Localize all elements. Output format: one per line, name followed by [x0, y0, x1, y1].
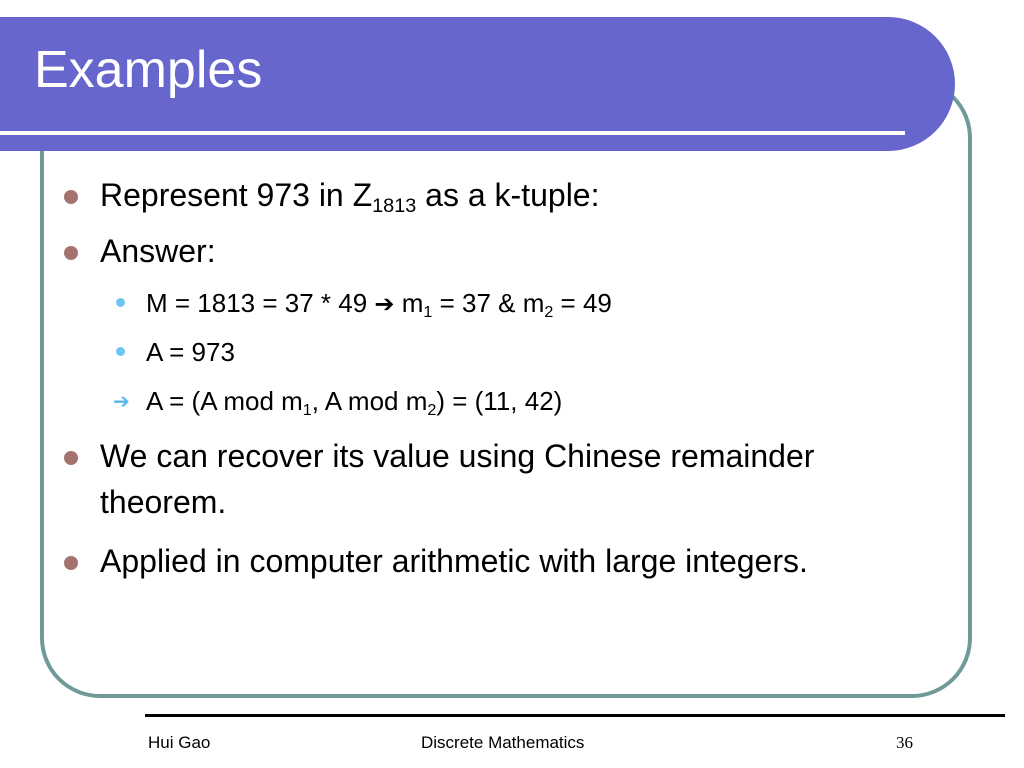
arrow-bullet-icon: ➔: [113, 389, 130, 413]
subbullet-a-value: A = 973: [146, 334, 235, 370]
bullet-dot: [64, 451, 78, 465]
footer-course: Discrete Mathematics: [421, 733, 585, 752]
bullet-applied: Applied in computer arithmetic with large integers.: [100, 538, 860, 584]
footer-page-number: 36: [896, 733, 913, 752]
bullet-dot: [64, 556, 78, 570]
subbullet-dot: [116, 347, 125, 356]
arrow-right-icon: ➔: [374, 290, 395, 318]
bullet-represent: Represent 973 in $Z_{1813}$ as a k-tuple:: [100, 172, 860, 218]
slide-title: Examples: [34, 41, 263, 99]
bullet-dot: [64, 190, 78, 204]
bullet-dot: [64, 246, 78, 260]
footer-author: Hui Gao: [148, 733, 211, 752]
bullet-recover: We can recover its value using Chinese remainder theorem.: [100, 433, 860, 525]
subbullet-dot: [116, 298, 125, 307]
title-underline: [0, 131, 905, 135]
bullet-answer: Answer:: [100, 228, 860, 274]
subbullet-tuple: ➔ A = (A mod $m_1$, A mod $m_2) = (11$, 42): [146, 383, 562, 419]
footer-divider: [145, 714, 1005, 717]
subbullet-modulus: M = 1813 = 37 * 49 ➔ $m_1 = 37$ & $m_2 = 49$: [146, 285, 612, 322]
